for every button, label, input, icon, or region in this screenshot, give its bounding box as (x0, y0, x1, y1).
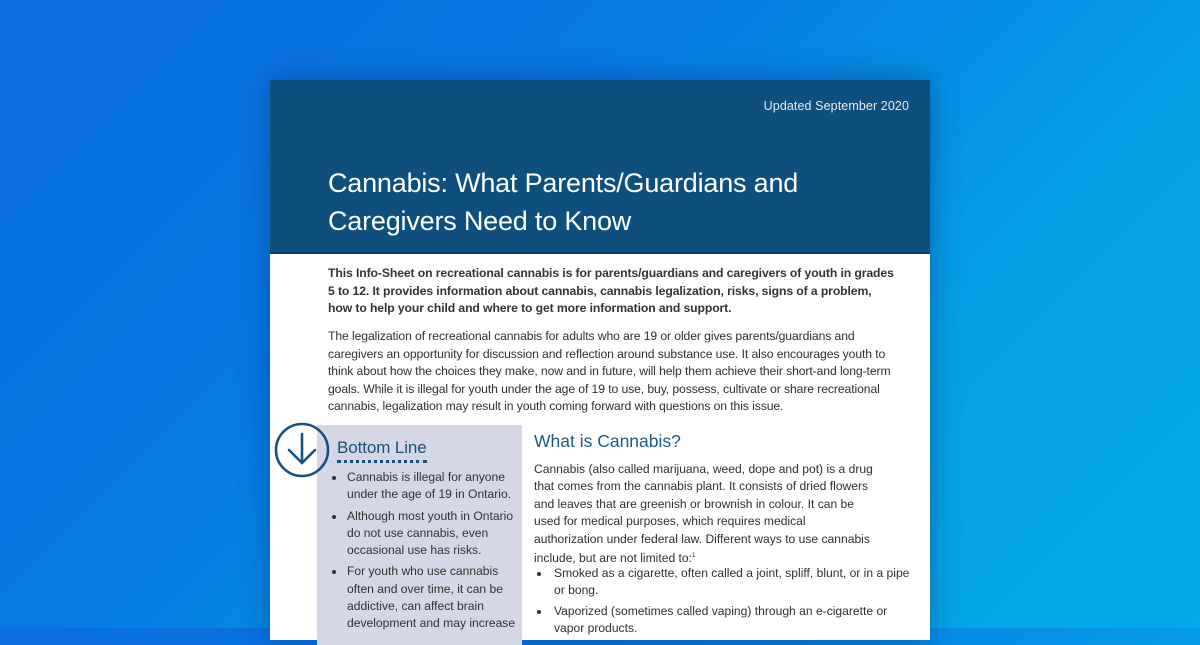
list-item: Cannabis is illegal for anyone under the age of 19 in Ontario. (328, 469, 520, 504)
bottom-line-list (328, 469, 520, 637)
list-item: Vaporized (sometimes called vaping) through an e-cigarette or vapor products. (534, 603, 914, 638)
section-title-what-is-cannabis: What is Cannabis? (534, 431, 681, 451)
usage-methods-list (534, 565, 914, 641)
list-item: Although most youth in Ontario do not use cannabis, even occasional use has risks. (328, 508, 520, 560)
title-line-2: Caregivers Need to Know (328, 206, 632, 236)
footnote-marker: 1 (691, 553, 696, 560)
document-header (270, 80, 930, 254)
paragraph-text: Cannabis (also called marijuana, weed, dope and pot) is a drug that comes from the cannabis plant. It consists of dried flowers and leaves that are greenish or brownish in colour. It can be used for medical purposes, which requires medical authorization under federal law. Different ways to use cannabis include, but are not limited to: (534, 462, 873, 566)
list-item: For youth who use cannabis often and over time, it can be addictive, can affect brain development and may increase (328, 563, 520, 632)
legalization-paragraph: The legalization of recreational cannabis for adults who are 19 or older gives parents/guardians and caregivers an opportunity for discussion and reflection around substance use. It also encourages youth to think about how the choices they make, now and in future, will help them achieve their short-and long-term goals. While it is illegal for youth under the age of 19 to use, buy, possess, cultivate or share recreational cannabis, legalization may result in youth coming forward with questions on this issue. (328, 329, 891, 414)
page-title (328, 164, 798, 240)
bottom-line-title: Bottom Line (337, 438, 427, 463)
list-item: Smoked as a cigarette, often called a joint, spliff, blunt, or in a pipe or bong. (534, 565, 914, 600)
arrow-down-circle-icon (273, 421, 331, 479)
intro-paragraph: This Info-Sheet on recreational cannabis is for parents/guardians and caregivers of youth in grades 5 to 12. It provides information about cannabis, cannabis legalization, risks, signs of a problem, how to help your child and where to get more information and support. (328, 266, 894, 316)
title-line-1: Cannabis: What Parents/Guardians and (328, 168, 799, 198)
info-sheet-page (270, 80, 930, 640)
what-is-cannabis-paragraph (534, 461, 874, 567)
updated-date: Updated September 2020 (763, 99, 909, 113)
